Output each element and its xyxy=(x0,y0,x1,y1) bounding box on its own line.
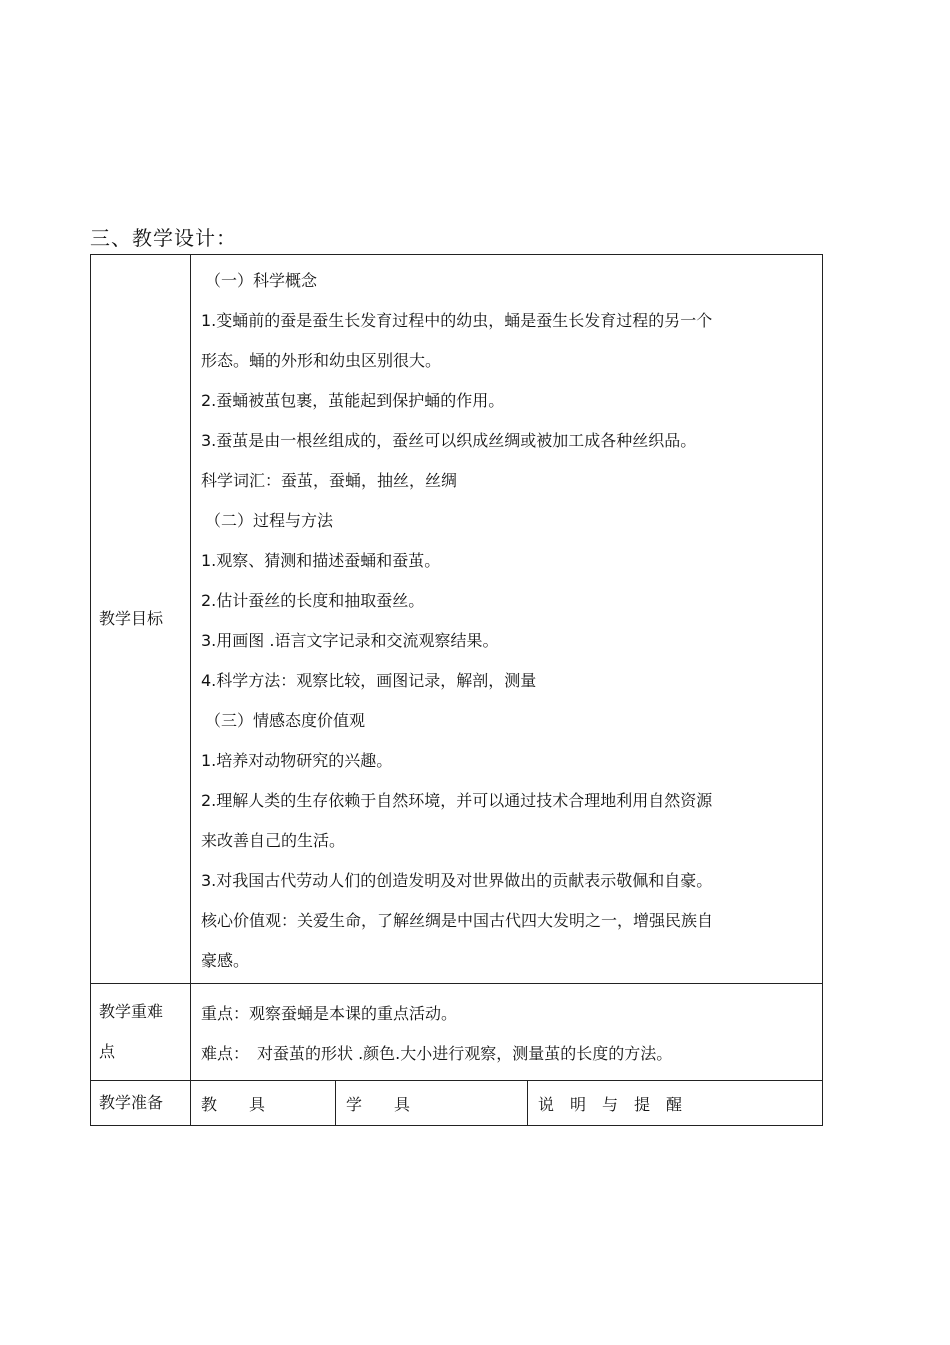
goal-line: 2.估计蚕丝的长度和抽取蚕丝。 xyxy=(201,591,425,610)
key-point: 重点：观察蚕蛹是本课的重点活动。 xyxy=(201,1004,458,1023)
goals-content xyxy=(191,255,823,984)
goal-line: 4.科学方法：观察比较，画图记录，解剖，测量 xyxy=(201,671,537,690)
goal-line: 来改善自己的生活。 xyxy=(201,831,346,850)
goals-label: 教学目标 xyxy=(91,255,191,984)
goal-line: 3.蚕茧是由一根丝组成的，蚕丝可以织成丝绸或被加工成各种丝织品。 xyxy=(201,431,697,450)
goal-subheading: （一）科学概念 xyxy=(205,271,318,290)
goal-subheading: （二）过程与方法 xyxy=(205,511,334,530)
student-tools-header: 学 具 xyxy=(336,1081,528,1126)
goal-line: 1.变蛹前的蚕是蚕生长发育过程中的幼虫，蛹是蚕生长发育过程的另一个 xyxy=(201,311,713,330)
goal-line: 形态。蛹的外形和幼虫区别很大。 xyxy=(201,351,442,370)
notes-header: 说 明 与 提 醒 xyxy=(528,1081,823,1126)
teaching-design-table xyxy=(90,254,823,1126)
goal-line: 2.理解人类的生存依赖于自然环境，并可以通过技术合理地利用自然资源 xyxy=(201,791,713,810)
keypoints-label-line1: 教学重难 xyxy=(99,1002,164,1021)
goals-lines xyxy=(191,255,822,983)
keypoints-content xyxy=(191,984,823,1081)
goal-line: 1.培养对动物研究的兴趣。 xyxy=(201,751,393,770)
keypoints-row xyxy=(91,984,823,1081)
prep-row xyxy=(91,1081,823,1126)
goal-line: 核心价值观：关爱生命，了解丝绸是中国古代四大发明之一，增强民族自 xyxy=(201,911,714,930)
goal-line: 3.用画图 .语言文字记录和交流观察结果。 xyxy=(201,631,499,650)
difficult-point: 难点： 对蚕茧的形状 .颜色.大小进行观察，测量茧的长度的方法。 xyxy=(201,1044,673,1063)
goal-line: 科学词汇：蚕茧，蚕蛹，抽丝，丝绸 xyxy=(201,471,458,490)
goal-subheading: （三）情感态度价值观 xyxy=(205,711,366,730)
keypoints-label-line2: 点 xyxy=(99,1042,116,1061)
keypoints-label xyxy=(91,984,191,1081)
teacher-tools-header: 教 具 xyxy=(191,1081,336,1126)
goals-row xyxy=(91,255,823,984)
goal-line: 豪感。 xyxy=(201,951,250,970)
goal-line: 3.对我国古代劳动人们的创造发明及对世界做出的贡献表示敬佩和自豪。 xyxy=(201,871,713,890)
section-title: 三、教学设计： xyxy=(90,226,237,250)
prep-label: 教学准备 xyxy=(91,1081,191,1126)
goal-line: 2.蚕蛹被茧包裹，茧能起到保护蛹的作用。 xyxy=(201,391,505,410)
goal-line: 1.观察、猜测和描述蚕蛹和蚕茧。 xyxy=(201,551,441,570)
